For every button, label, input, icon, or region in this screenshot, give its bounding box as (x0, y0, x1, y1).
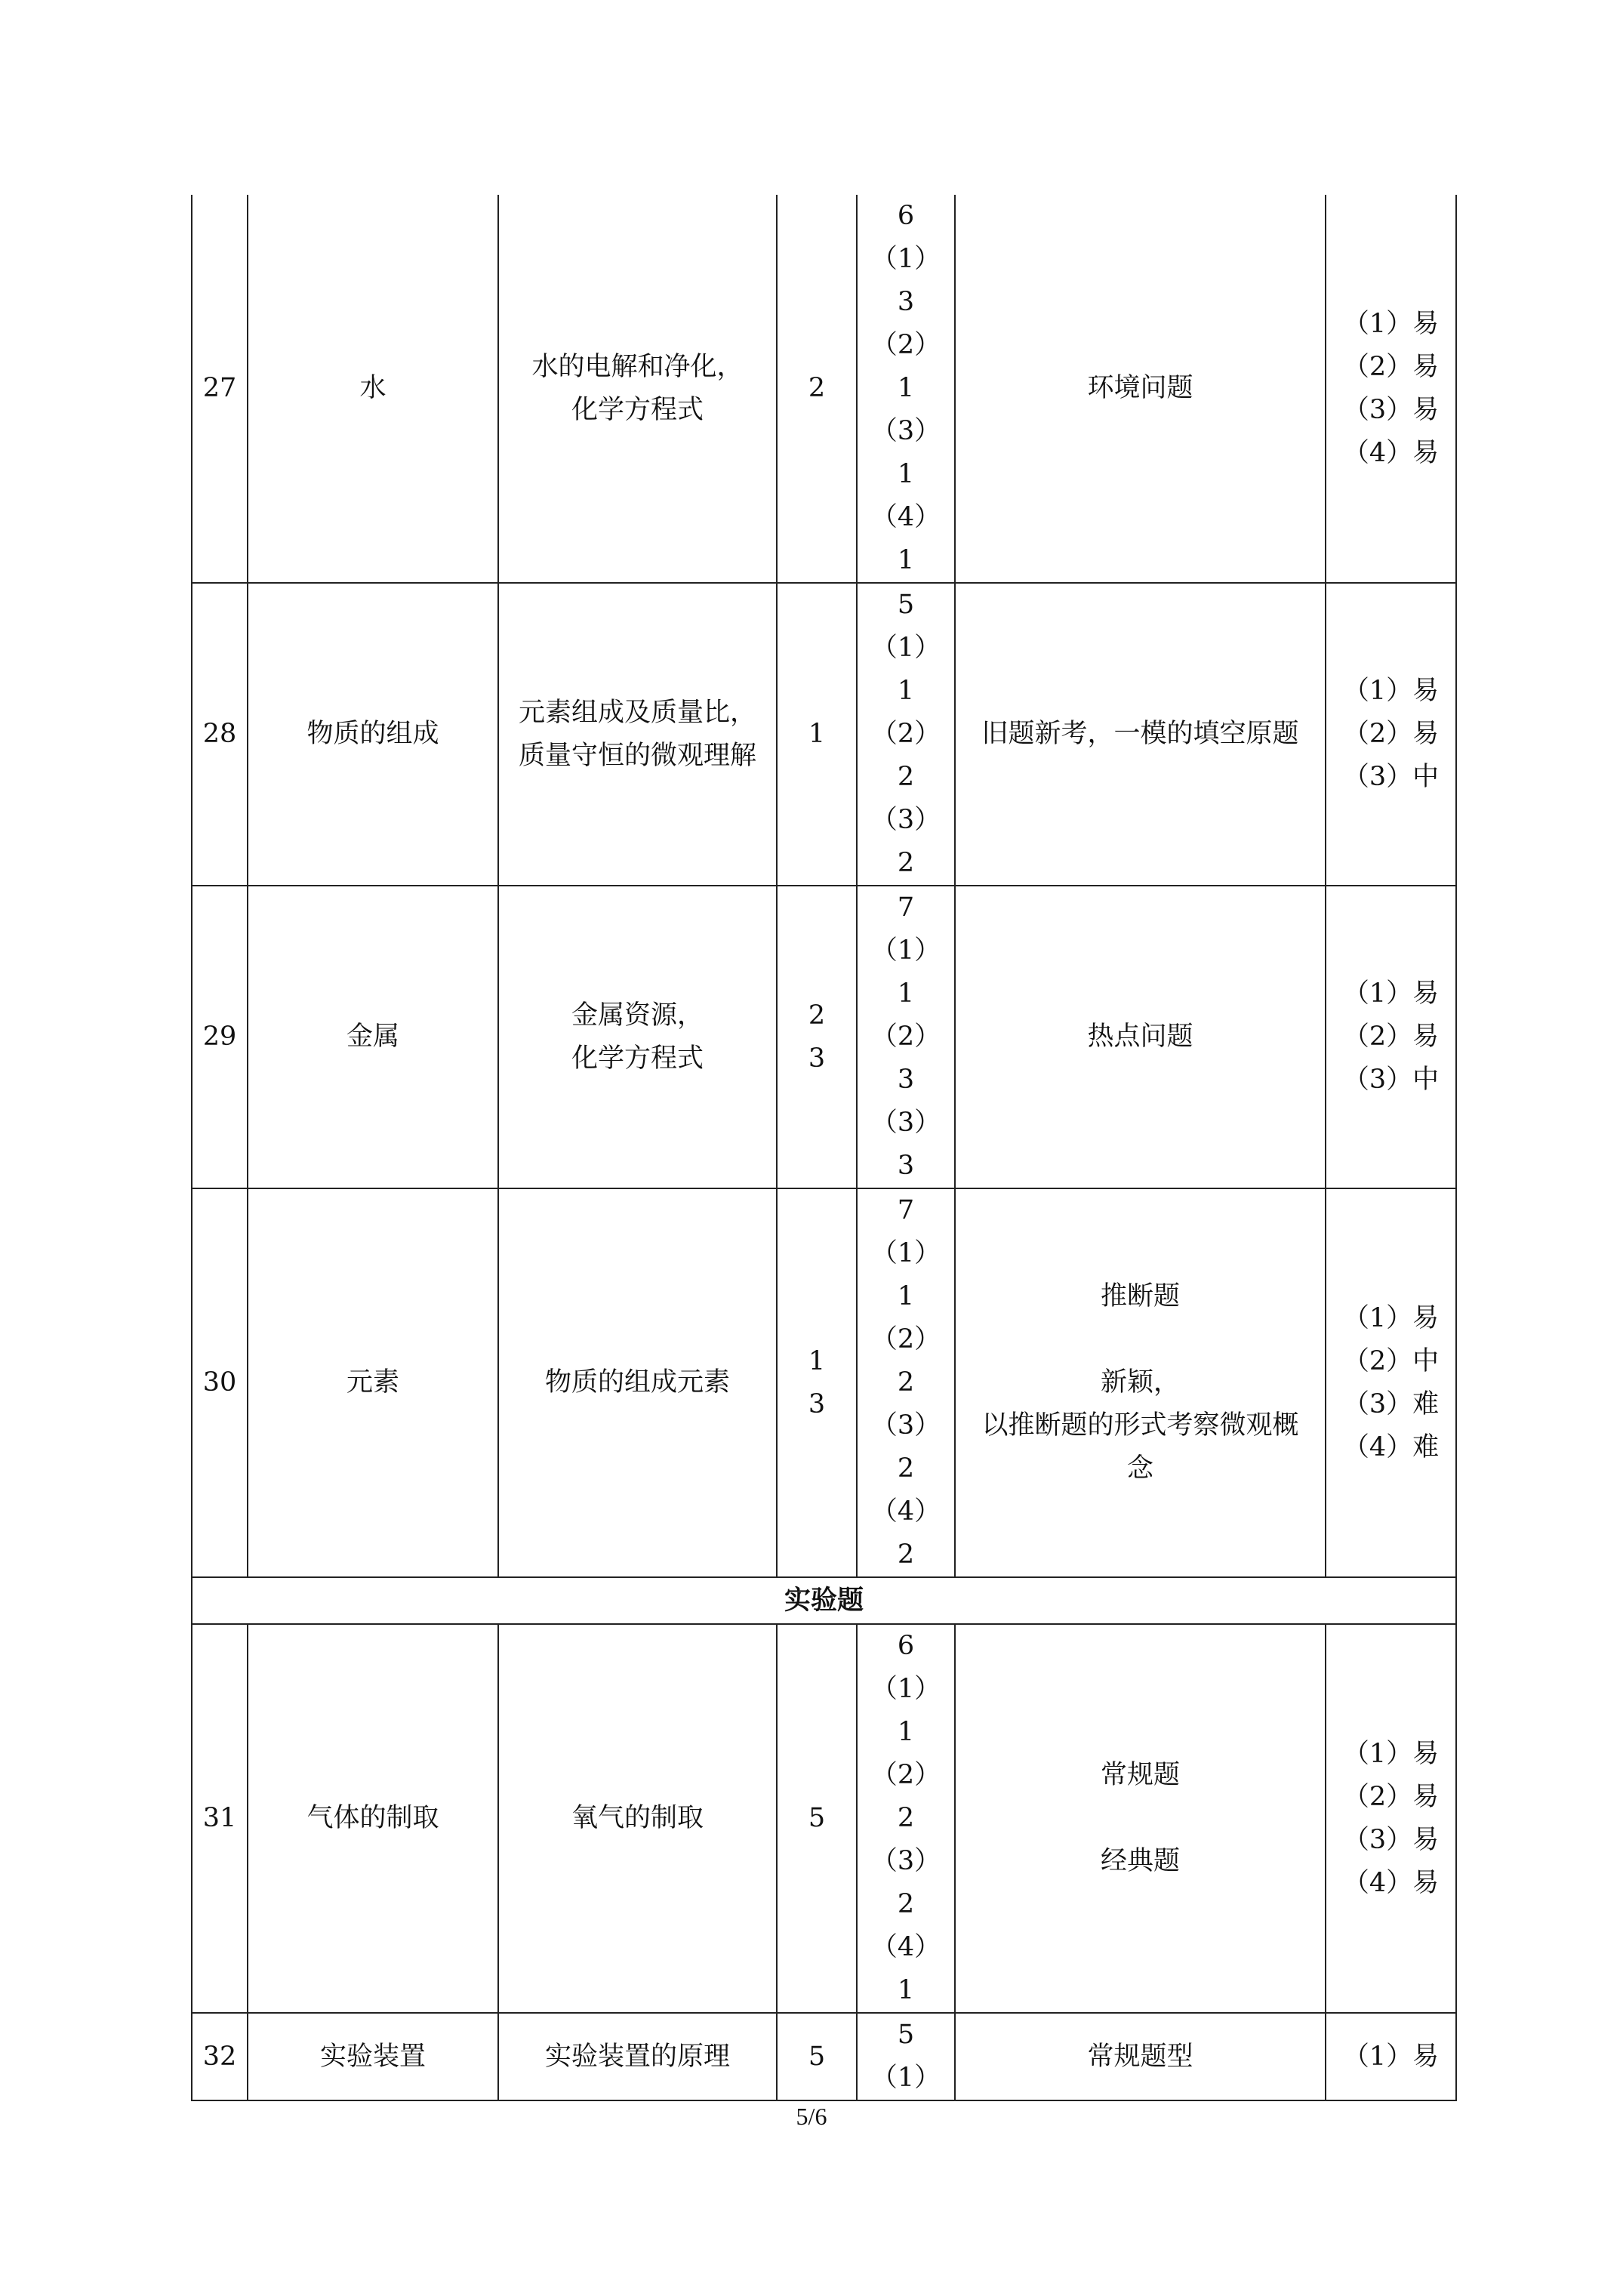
score-line: （1） (870, 1674, 941, 1704)
feature-cell (955, 2013, 1326, 2100)
score-line: 2 (897, 1539, 915, 1570)
score-cell (857, 1624, 955, 2013)
knowledge-line: 物质的组成元素 (544, 1367, 730, 1398)
table-row (192, 1188, 1456, 1577)
score-line: 7 (897, 892, 915, 923)
score-line: 1 (897, 676, 915, 706)
feature-line: 经典题 (1100, 1846, 1180, 1876)
table-row (192, 2013, 1456, 2100)
level-line: 3 (808, 1043, 826, 1074)
difficulty-line: （1）易 (1342, 1738, 1440, 1769)
level-line: 3 (808, 1388, 826, 1419)
question-number-cell: 29 (192, 886, 248, 1188)
knowledge-cell (498, 1624, 777, 2013)
feature-line: 常规题 (1100, 1760, 1180, 1790)
difficulty-list (1343, 1297, 1439, 1469)
topic-cell: 元素 (248, 1188, 498, 1577)
feature-line: 推断题 (1100, 1281, 1180, 1311)
knowledge-line: 实验装置的原理 (544, 2041, 730, 2072)
score-line: 2 (897, 1803, 915, 1833)
score-line: （2） (870, 1324, 941, 1354)
level-line: 5 (808, 2041, 826, 2072)
score-line: 6 (897, 201, 915, 231)
topic-cell: 气体的制取 (248, 1624, 498, 2013)
question-number-cell: 27 (192, 195, 248, 583)
score-line: 1 (897, 978, 915, 1009)
table-row (192, 1624, 1456, 2013)
score-cell (857, 1188, 955, 1577)
score-line: 1 (897, 1975, 915, 2005)
level-line: 2 (808, 373, 826, 403)
score-cell (857, 2013, 955, 2100)
difficulty-cell (1326, 1188, 1456, 1577)
score-line: 2 (897, 1367, 915, 1398)
knowledge-cell (498, 2013, 777, 2100)
score-line: （3） (870, 1410, 941, 1441)
score-line: （1） (870, 935, 941, 966)
question-number-cell: 31 (192, 1624, 248, 2013)
knowledge-line: 氧气的制取 (571, 1803, 704, 1833)
score-line: 2 (897, 848, 915, 878)
score-cell (857, 583, 955, 886)
difficulty-line: （2）易 (1342, 719, 1440, 749)
difficulty-cell (1326, 2013, 1456, 2100)
level-cell (777, 2013, 857, 2100)
feature-line: 旧题新考，一模的填空原题 (981, 719, 1299, 749)
feature-line: 念 (1126, 1453, 1153, 1484)
score-line: （3） (870, 416, 941, 446)
difficulty-cell (1326, 583, 1456, 886)
table-row (192, 886, 1456, 1188)
knowledge-cell (498, 583, 777, 886)
topic-cell: 金属 (248, 886, 498, 1188)
score-line: （4） (870, 1496, 941, 1527)
difficulty-list (1343, 972, 1439, 1102)
score-line: （2） (870, 719, 941, 749)
score-line: （3） (870, 1108, 941, 1138)
difficulty-line: （2）易 (1342, 1022, 1440, 1052)
score-line: 3 (897, 287, 915, 317)
difficulty-list (1343, 303, 1439, 475)
score-cell (857, 886, 955, 1188)
section-row (192, 1577, 1456, 1624)
knowledge-line: 金属资源， (571, 1000, 704, 1031)
score-line: 2 (897, 762, 915, 792)
table-row (192, 583, 1456, 886)
question-number-cell: 32 (192, 2013, 248, 2100)
feature-line: 热点问题 (1087, 1022, 1193, 1052)
score-line: （1） (870, 244, 941, 274)
difficulty-cell (1326, 886, 1456, 1188)
question-number-cell: 30 (192, 1188, 248, 1577)
score-line: 1 (897, 373, 915, 403)
difficulty-line: （4）难 (1342, 1432, 1440, 1462)
feature-line: 环境问题 (1087, 373, 1193, 403)
score-line: 7 (897, 1195, 915, 1225)
score-cell (857, 195, 955, 583)
topic-cell: 物质的组成 (248, 583, 498, 886)
difficulty-list (1343, 670, 1439, 799)
difficulty-line: （3）中 (1342, 1065, 1440, 1095)
difficulty-line: （4）易 (1342, 437, 1440, 468)
difficulty-line: （2）易 (1342, 1781, 1440, 1812)
knowledge-cell (498, 1188, 777, 1577)
score-line: 5 (897, 2020, 915, 2050)
score-line: （3） (870, 805, 941, 835)
exam-analysis-table (191, 195, 1457, 2101)
feature-line: 新颖， (1100, 1367, 1180, 1398)
knowledge-line: 水的电解和净化， (531, 351, 744, 382)
feature-cell (955, 583, 1326, 886)
difficulty-line: （3）易 (1342, 394, 1440, 425)
level-cell (777, 886, 857, 1188)
difficulty-line: （1）易 (1342, 676, 1440, 706)
knowledge-line: 化学方程式 (571, 1043, 704, 1074)
difficulty-line: （1）易 (1342, 1302, 1440, 1333)
score-line: （1） (870, 633, 941, 663)
topic-cell: 水 (248, 195, 498, 583)
score-line: 5 (897, 590, 915, 620)
feature-cell (955, 886, 1326, 1188)
knowledge-line: 化学方程式 (571, 394, 704, 425)
level-line: 1 (808, 719, 826, 749)
score-line: （4） (870, 502, 941, 532)
level-line: 1 (808, 1345, 826, 1376)
feature-cell (955, 1624, 1326, 2013)
difficulty-line: （3）难 (1342, 1388, 1440, 1419)
score-line: （4） (870, 1932, 941, 1962)
difficulty-line: （2）易 (1342, 351, 1440, 382)
score-line: （3） (870, 1846, 941, 1876)
score-line: 6 (897, 1631, 915, 1661)
feature-line (956, 1318, 1325, 1361)
score-line: （2） (870, 1022, 941, 1052)
score-line: 3 (897, 1065, 915, 1095)
level-line: 5 (808, 1803, 826, 1833)
score-line: （1） (870, 2063, 941, 2093)
difficulty-line: （1）易 (1342, 308, 1440, 339)
score-line: 1 (897, 545, 915, 575)
difficulty-line: （2）中 (1342, 1345, 1440, 1376)
level-line: 2 (808, 1000, 826, 1031)
difficulty-line: （1）易 (1342, 978, 1440, 1009)
difficulty-line: （3）易 (1342, 1824, 1440, 1855)
score-line: 1 (897, 459, 915, 489)
difficulty-list (1343, 1733, 1439, 1905)
score-line: （2） (870, 330, 941, 360)
feature-line: 常规题型 (1087, 2041, 1193, 2072)
score-line: 2 (897, 1453, 915, 1484)
knowledge-cell (498, 195, 777, 583)
question-number-cell: 28 (192, 583, 248, 886)
level-cell (777, 583, 857, 886)
score-line: 2 (897, 1889, 915, 1919)
feature-cell (955, 195, 1326, 583)
knowledge-line: 质量守恒的微观理解 (518, 740, 756, 771)
level-cell (777, 195, 857, 583)
section-title: 实验题 (192, 1577, 1456, 1624)
score-line: 1 (897, 1717, 915, 1747)
difficulty-line: （1）易 (1342, 2041, 1440, 2072)
score-line: 3 (897, 1151, 915, 1181)
feature-line (956, 1797, 1325, 1840)
level-cell (777, 1624, 857, 2013)
level-cell (777, 1188, 857, 1577)
difficulty-line: （3）中 (1342, 762, 1440, 792)
difficulty-line: （4）易 (1342, 1867, 1440, 1898)
feature-cell (955, 1188, 1326, 1577)
knowledge-line: 元素组成及质量比， (518, 697, 756, 728)
score-line: （1） (870, 1238, 941, 1268)
table-row (192, 195, 1456, 583)
topic-cell: 实验装置 (248, 2013, 498, 2100)
score-line: （2） (870, 1760, 941, 1790)
score-line: 1 (897, 1281, 915, 1311)
page-number: 5/6 (796, 2103, 827, 2130)
difficulty-cell (1326, 195, 1456, 583)
knowledge-cell (498, 886, 777, 1188)
difficulty-list (1343, 2036, 1439, 2079)
difficulty-cell (1326, 1624, 1456, 2013)
feature-line: 以推断题的形式考察微观概 (981, 1410, 1299, 1441)
